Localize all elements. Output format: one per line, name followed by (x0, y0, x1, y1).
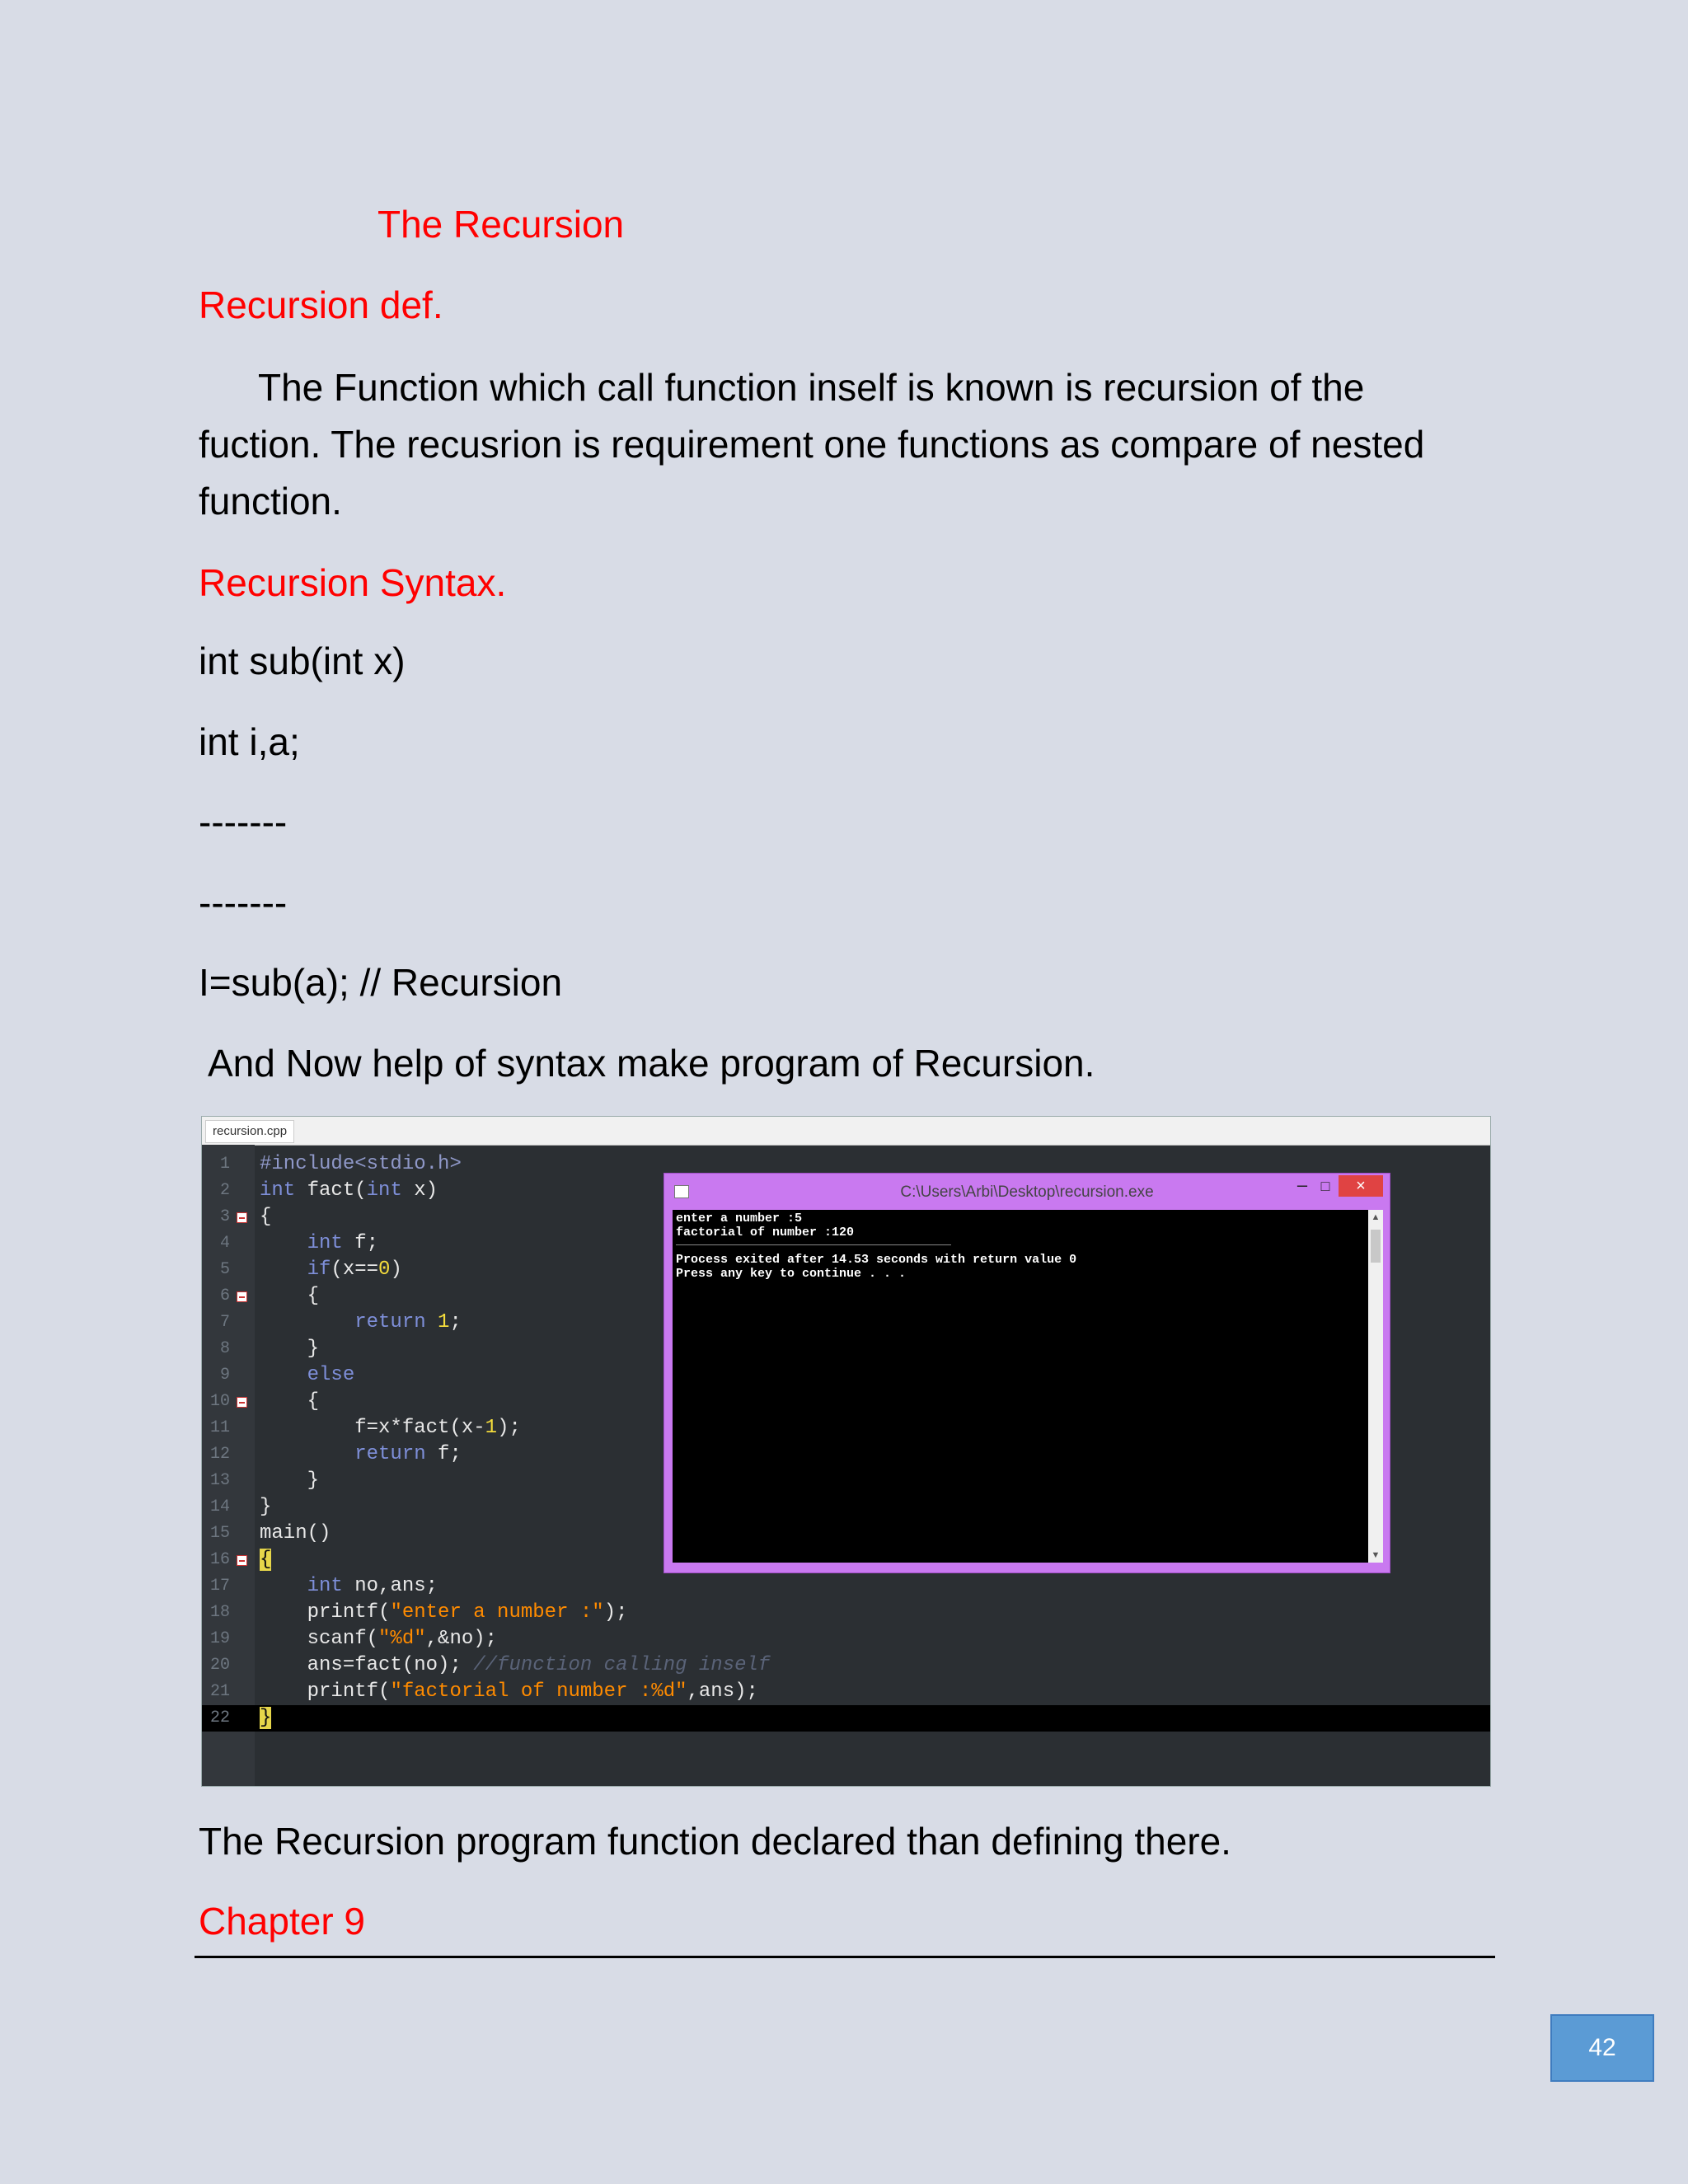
code-token: ; (449, 1311, 462, 1333)
code-token: "factorial of number :%d" (390, 1680, 687, 1703)
code-token: #include<stdio.h> (260, 1153, 462, 1175)
code-token: int (366, 1179, 402, 1202)
console-line: Process exited after 14.53 seconds with return value 0 (676, 1253, 1077, 1267)
code-token: f; (425, 1443, 462, 1465)
code-token: ); (603, 1601, 628, 1624)
console-line: factorial of number :120 (676, 1226, 855, 1240)
line-number: 4 (219, 1234, 230, 1253)
code-token: 1 (438, 1311, 450, 1333)
fold-marker-icon (237, 1397, 247, 1408)
console-scrollbar (1368, 1210, 1383, 1563)
editor-tab-bar (202, 1117, 1490, 1146)
code-token: } (307, 1469, 320, 1492)
fold-marker-icon (237, 1212, 247, 1223)
line-number: 20 (209, 1656, 230, 1675)
line-number: 6 (219, 1286, 230, 1305)
page-title: The Recursion (377, 203, 625, 246)
code-token: ) (390, 1258, 402, 1281)
code-token: { (260, 1549, 272, 1571)
code-token: f=x*fact(x- (354, 1417, 485, 1439)
fold-marker-icon (237, 1555, 247, 1566)
code-token: "%d" (378, 1628, 426, 1650)
code-token: 1 (485, 1417, 498, 1439)
console-title-bar (664, 1174, 1390, 1208)
code-token: } (307, 1338, 320, 1360)
line-number: 8 (219, 1339, 230, 1358)
line-number: 13 (209, 1471, 230, 1490)
code-token: else (307, 1364, 355, 1386)
page-number: 42 (1550, 2014, 1654, 2082)
line-number: 18 (209, 1603, 230, 1622)
code-token: return (354, 1443, 426, 1465)
paragraph-line: function. (199, 480, 342, 523)
line-number: 7 (219, 1313, 230, 1332)
heading-recursion-def: Recursion def. (199, 284, 443, 326)
code-token: if (307, 1258, 331, 1281)
code-token: int (260, 1179, 296, 1202)
code-token: int (307, 1575, 343, 1597)
code-token: main() (260, 1522, 331, 1544)
paragraph-line: fuction. The recusrion is requirement one functions as compare of nested (199, 423, 1425, 466)
line-number: 10 (209, 1392, 230, 1411)
code-token (426, 1311, 438, 1333)
code-token: //function calling inself (473, 1654, 771, 1676)
code-token: ans=fact(no); (307, 1654, 474, 1676)
code-token: no,ans; (342, 1575, 438, 1597)
line-number: 5 (219, 1260, 230, 1279)
code-token: (x== (331, 1258, 379, 1281)
code-token: scanf( (307, 1628, 379, 1650)
close-icon: × (1339, 1175, 1383, 1197)
code-line (202, 1573, 1490, 1600)
fold-marker-icon (237, 1291, 247, 1302)
code-token: } (260, 1707, 272, 1729)
console-title: C:\Users\Arbi\Desktop\recursion.exe (900, 1183, 1154, 1201)
console-separator (676, 1244, 951, 1245)
paragraph-line: The Function which call function inself is known is recursion of the (258, 366, 1365, 409)
code-line (202, 1626, 1490, 1652)
scroll-thumb (1371, 1230, 1381, 1263)
code-token: "enter a number :" (390, 1601, 604, 1624)
line-number: 21 (209, 1682, 230, 1701)
ide-screenshot (201, 1116, 1491, 1787)
line-number: 19 (209, 1629, 230, 1648)
code-token: int (307, 1232, 343, 1254)
line-number: 2 (219, 1181, 230, 1200)
line-number: 1 (219, 1155, 230, 1174)
code-token: ); (497, 1417, 521, 1439)
console-line: Press any key to continue . . . (676, 1267, 907, 1281)
line-number: 22 (209, 1708, 230, 1727)
code-line (202, 1600, 1490, 1626)
code-token: { (307, 1390, 320, 1413)
code-line-current (202, 1705, 1490, 1732)
definition-paragraph (199, 359, 1493, 530)
horizontal-rule (195, 1956, 1495, 1958)
syntax-line: int sub(int x) (199, 640, 406, 682)
syntax-line: int i,a; (199, 720, 300, 763)
line-number: 15 (209, 1524, 230, 1543)
console-output (673, 1210, 1368, 1563)
program-intro: And Now help of syntax make program of Recursion. (208, 1042, 1095, 1085)
console-line: enter a number :5 (676, 1212, 803, 1226)
code-token: } (260, 1496, 272, 1518)
screenshot-caption: The Recursion program function declared than defining there. (199, 1820, 1231, 1863)
line-number: 17 (209, 1577, 230, 1596)
code-token: { (307, 1285, 320, 1307)
code-token: x) (401, 1179, 438, 1202)
scroll-down-icon: ▼ (1371, 1550, 1381, 1560)
heading-recursion-syntax: Recursion Syntax. (199, 561, 507, 604)
code-token: f; (342, 1232, 379, 1254)
line-number: 14 (209, 1497, 230, 1516)
code-token: ,&no); (425, 1628, 498, 1650)
line-number: 9 (219, 1366, 230, 1385)
scroll-up-icon: ▲ (1371, 1212, 1381, 1222)
code-token: { (260, 1206, 272, 1228)
editor-tab: recursion.cpp (205, 1120, 294, 1143)
code-token: ,ans); (687, 1680, 758, 1703)
code-token: 0 (378, 1258, 391, 1281)
syntax-line: ------- (199, 881, 288, 924)
line-number: 16 (209, 1550, 230, 1569)
code-token: return (354, 1311, 426, 1333)
console-window (663, 1173, 1390, 1573)
code-token: printf( (307, 1680, 391, 1703)
syntax-line: ------- (199, 800, 288, 843)
line-number: 12 (209, 1445, 230, 1464)
line-number: 3 (219, 1207, 230, 1226)
code-token: fact( (295, 1179, 367, 1202)
minimize-icon: – (1296, 1174, 1308, 1195)
syntax-line: I=sub(a); // Recursion (199, 961, 563, 1004)
maximize-icon: □ (1320, 1178, 1330, 1194)
chapter-heading: Chapter 9 (199, 1900, 366, 1943)
code-line (202, 1679, 1490, 1705)
line-number: 11 (209, 1418, 230, 1437)
code-line (202, 1652, 1490, 1679)
code-token: printf( (307, 1601, 391, 1624)
